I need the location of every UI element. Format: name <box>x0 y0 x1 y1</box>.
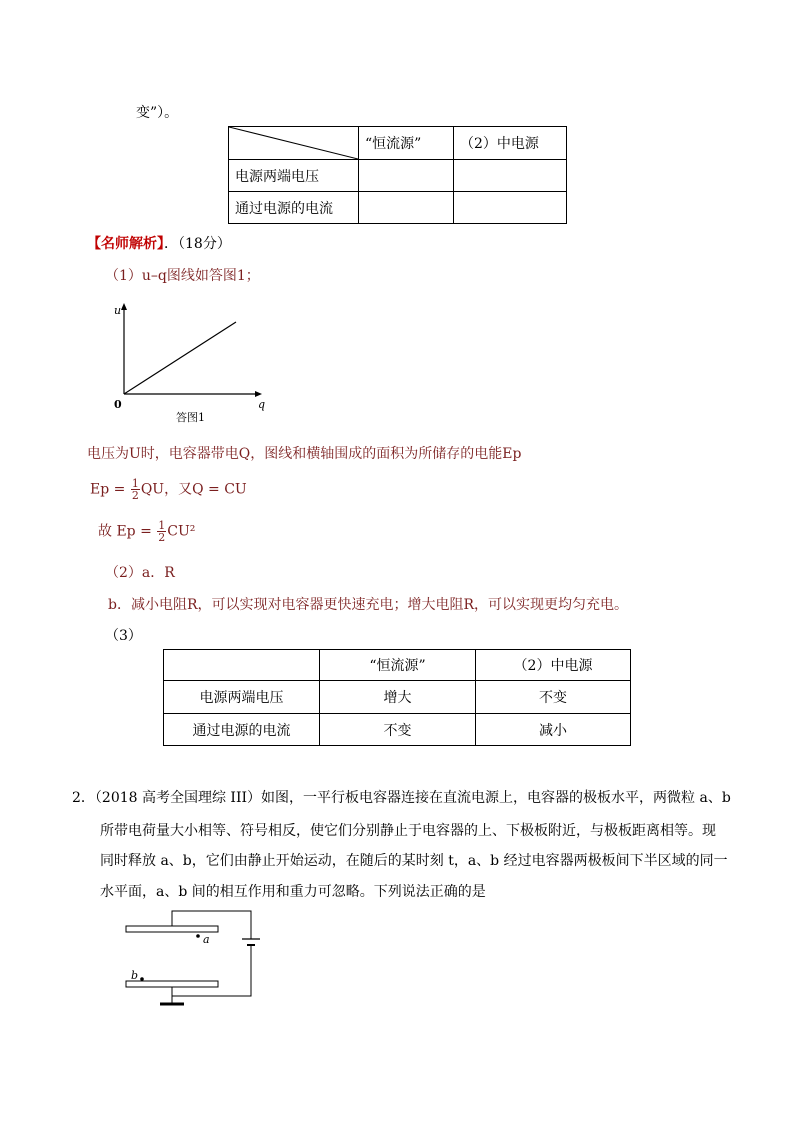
particle-b <box>140 977 144 981</box>
equation-2 <box>98 520 195 543</box>
analysis-score: ．（18分） <box>164 236 231 252</box>
continued-text: 变”）。 <box>136 105 179 121</box>
q2-line-4: 水平面，a、b 间的相互作用和重力可忽略。下列说法正确的是 <box>100 884 486 900</box>
upper-plate <box>126 926 218 932</box>
answer-cell: 增大 <box>320 681 476 714</box>
diagonal-header-cell <box>229 127 359 160</box>
eq2-fraction <box>157 520 166 543</box>
y-axis-arrow <box>121 303 127 310</box>
uq-graph <box>108 300 278 430</box>
diagonal-line <box>229 127 358 159</box>
eq2-prefix: 故 Ep = <box>98 523 152 540</box>
eq1-denominator: 2 <box>131 489 139 502</box>
answer-row-label-voltage: 电源两端电压 <box>164 681 320 714</box>
row-label-current: 通过电源的电流 <box>229 192 359 224</box>
lower-plate <box>126 981 218 987</box>
header-part2-source: （2）中电源 <box>454 127 567 160</box>
q2-line-1: 2．（2018 高考全国理综 III）如图，一平行板电容器连接在直流电源上，电容器的极板水平，两微粒 a、b <box>72 790 731 806</box>
graph-caption: 答图1 <box>176 411 205 424</box>
answer-cell: 不变 <box>476 681 631 714</box>
analysis-heading <box>87 233 231 253</box>
table-cell <box>164 650 320 681</box>
eq2-denominator: 2 <box>158 531 166 544</box>
part1-intro: （1）u–q图线如答图1； <box>105 268 260 284</box>
label-b: b <box>131 969 139 982</box>
answer-cell: 减小 <box>476 714 631 746</box>
row-label-voltage: 电源两端电压 <box>229 160 359 192</box>
part3-label: （3） <box>105 628 142 644</box>
q2-line-2: 所带电荷量大小相等、符号相反，使它们分别静止于电容器的上、下极板附近，与极板距离相等。现 <box>100 823 716 839</box>
equation-1 <box>90 478 247 501</box>
table-cell <box>454 160 567 192</box>
eq1-rest: QU，又Q = CU <box>140 481 247 498</box>
table-cell <box>454 192 567 224</box>
part2b: b．减小电阻R，可以实现对电容器更快速充电；增大电阻R，可以实现更均匀充电。 <box>108 597 629 613</box>
capacitor-circuit <box>120 905 270 1015</box>
particle-a <box>196 934 200 938</box>
q2-line-3: 同时释放 a、b，它们由静止开始运动，在随后的某时刻 t，a、b 经过电容器两极板间下半区域的同一 <box>100 853 728 869</box>
eq1-numerator: 1 <box>131 477 139 490</box>
uq-line <box>124 322 236 394</box>
eq2-rest: CU² <box>167 523 196 540</box>
y-axis-label: u <box>114 304 122 317</box>
analysis-label: 【名师解析】 <box>87 236 164 252</box>
part2a: （2）a．R <box>105 565 175 581</box>
table-cell <box>359 192 454 224</box>
x-axis-arrow <box>255 391 262 397</box>
table-cell <box>359 160 454 192</box>
wire-top <box>172 911 251 939</box>
answer-header-constant-source: “恒流源” <box>320 650 476 681</box>
origin-label: 0 <box>114 398 122 411</box>
answer-table <box>163 649 631 746</box>
label-a: a <box>203 933 210 946</box>
energy-statement: 电压为U时，电容器带电Q，图线和横轴围成的面积为所储存的电能Ep <box>87 446 522 462</box>
eq1-fraction <box>131 478 140 501</box>
x-axis-label: q <box>258 398 266 411</box>
answer-header-part2-source: （2）中电源 <box>476 650 631 681</box>
answer-row-label-current: 通过电源的电流 <box>164 714 320 746</box>
header-constant-source: “恒流源” <box>359 127 454 160</box>
eq1-lhs: Ep = <box>90 481 126 498</box>
eq2-numerator: 1 <box>158 519 166 532</box>
wire-bottom <box>172 945 251 996</box>
answer-cell: 不变 <box>320 714 476 746</box>
question-table <box>228 126 567 224</box>
